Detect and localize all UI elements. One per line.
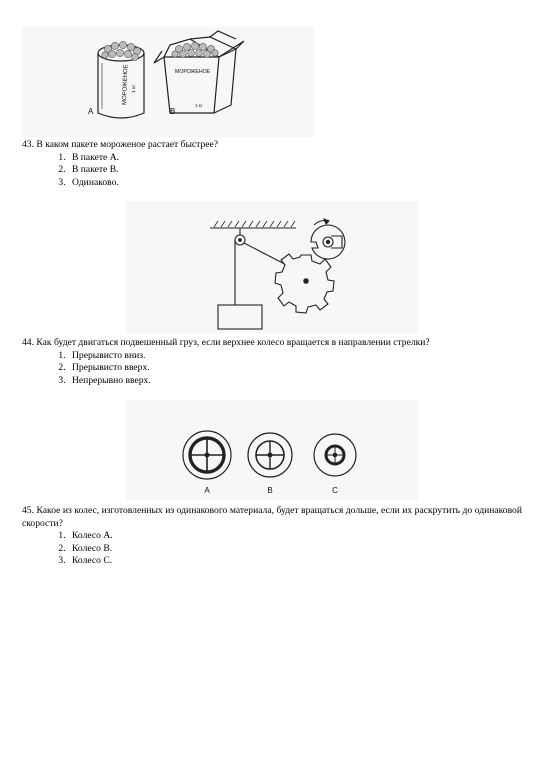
question-45 — [22, 505, 522, 568]
wheel-c-icon — [314, 434, 356, 476]
question-stem: 44. Как будет двигаться подвешенный груз, если верхнее колесо вращается в направлении стрелки? — [22, 337, 430, 348]
weight-block — [218, 305, 262, 329]
question-44 — [22, 337, 522, 387]
question-stem: 45. Какое из колес, изготовленных из одинакового материала, будет вращаться дольше, если их раскрутить до одинаковой скорости? — [22, 505, 522, 529]
ice-cream-packages-drawing — [22, 27, 314, 137]
question-43 — [22, 139, 522, 189]
figure-ice-cream-packages — [22, 27, 314, 137]
answer-option: 2. Колесо В. — [68, 543, 522, 556]
ceiling-hatch — [210, 221, 296, 228]
lower-gear-icon — [275, 254, 334, 313]
question-stem: 43. В каком пакете мороженое растает быстрее? — [22, 139, 219, 150]
answer-option: 1. В пакете А. — [68, 152, 522, 165]
three-wheels-drawing — [126, 400, 418, 500]
package-b-letter: B — [170, 107, 176, 116]
answer-option: 2. Прерывисто вверх. — [68, 362, 522, 375]
package-b-text: МОРОЖЕНОЕ — [175, 69, 211, 75]
wheel-b-icon — [248, 433, 292, 477]
answer-option: 3. Одинаково. — [68, 177, 522, 190]
wheel-a-label: A — [204, 486, 210, 495]
wheel-a-icon — [183, 431, 231, 479]
package-b-weight: 1 кг — [195, 103, 203, 108]
wheel-c-label: C — [332, 486, 338, 495]
answer-option: 3. Колесо С. — [68, 555, 522, 568]
answer-option: 1. Прерывисто вниз. — [68, 350, 522, 363]
package-a-letter: A — [88, 107, 94, 116]
package-a-text: МОРОЖЕНОЕ — [122, 64, 130, 106]
figure-three-wheels — [126, 400, 418, 500]
pulley-gear-drawing — [126, 201, 418, 333]
answer-option: 2. В пакете В. — [68, 164, 522, 177]
figure-pulley-gear-mechanism — [126, 201, 418, 333]
package-a-weight: 1 кг — [131, 84, 138, 94]
wheel-b-label: B — [267, 486, 273, 495]
ratchet-wheel-icon — [311, 225, 345, 259]
rotation-arrow-icon — [314, 219, 329, 225]
answer-option: 3. Непрерывно вверх. — [68, 375, 522, 388]
package-a — [98, 41, 144, 118]
answer-option: 1. Колесо А. — [68, 530, 522, 543]
